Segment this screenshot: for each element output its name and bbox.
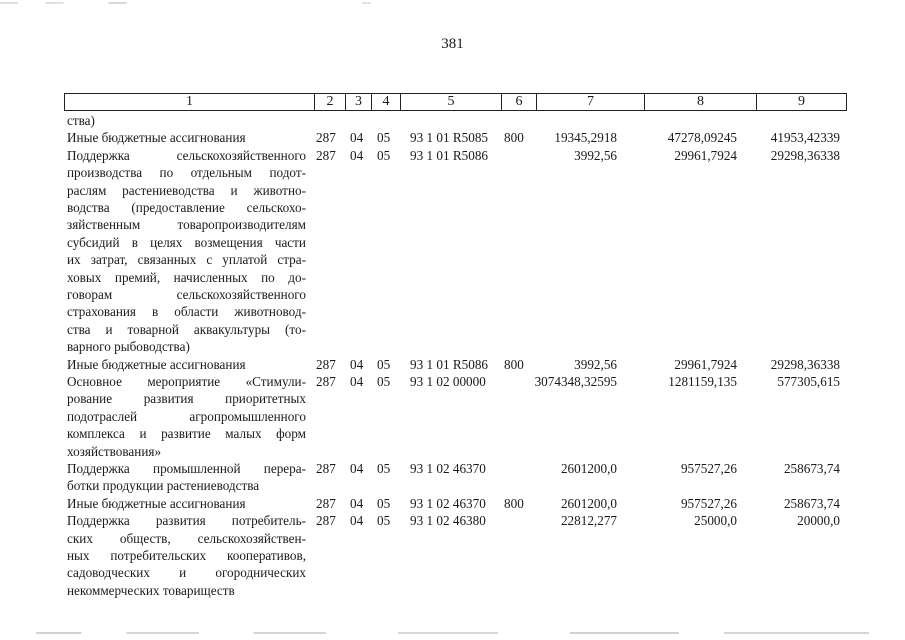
row-description: [67, 512, 306, 599]
header-col-6: 6: [501, 94, 536, 110]
cell-c2: 287: [316, 147, 336, 163]
cell-c7: 19345,2918: [554, 130, 617, 146]
cell-c9: 258673,74: [783, 495, 840, 511]
description-line: варного рыбоводства): [67, 339, 190, 355]
cell-c2: 287: [316, 130, 336, 146]
cell-c4: 05: [377, 513, 391, 529]
description-line: зяйственным товаропроизводителям: [67, 217, 306, 233]
cell-c7: 3992,56: [574, 356, 617, 372]
cell-c7: 2601200,0: [560, 495, 617, 511]
cell-c5: 93 1 01 R5086: [410, 147, 489, 163]
description-line: ства и товарной аквакультуры (то-: [67, 321, 306, 337]
description-line: Основное мероприятие «Стимули-: [67, 374, 306, 389]
cell-c5: 93 1 02 46370: [410, 495, 486, 511]
description-line: говорам сельскохозяйственного: [67, 286, 306, 302]
description-line: водства (предоставление сельскохо-: [67, 199, 306, 215]
description-line: Поддержка сельскохозяйственного: [67, 147, 306, 163]
cell-c4: 05: [377, 374, 391, 389]
cell-c8: 25000,0: [694, 513, 737, 529]
cell-c9: 41953,42339: [770, 130, 840, 146]
description-line: рование развития приоритетных: [67, 391, 306, 407]
cell-c3: 04: [350, 130, 364, 146]
row-description: [67, 460, 306, 495]
description-line: ботки продукции растениеводства: [67, 478, 260, 494]
cell-c5: 93 1 02 46370: [410, 461, 486, 476]
cell-c8: 957527,26: [680, 461, 737, 476]
description-line: ских обществ, сельскохозяйствен-: [67, 530, 306, 546]
table-header-row: [64, 93, 847, 111]
description-line: некоммерческих товариществ: [67, 582, 235, 598]
row-description: [67, 495, 306, 512]
description-line: Иные бюджетные ассигнования: [67, 495, 246, 511]
description-line: подотраслей агропромышленного: [67, 408, 306, 424]
cell-c3: 04: [350, 461, 364, 476]
description-line: ховых премий, начисленных по до-: [67, 269, 306, 285]
header-col-7: 7: [536, 94, 644, 110]
header-col-1: 1: [186, 94, 193, 109]
cell-c4: 05: [377, 356, 391, 372]
cell-c7: 3074348,32595: [534, 374, 617, 389]
description-line: производства по отдельным подот-: [67, 165, 306, 181]
cell-c2: 287: [316, 513, 336, 529]
cell-c5: 93 1 01 R5085: [410, 130, 489, 146]
cell-c4: 05: [377, 130, 391, 146]
cell-c9: 258673,74: [783, 461, 840, 476]
cell-c8: 29961,7924: [674, 356, 737, 372]
description-line: ства): [67, 113, 95, 128]
cell-c7: 22812,277: [560, 513, 617, 529]
cell-c4: 05: [377, 461, 391, 476]
cell-c4: 05: [377, 147, 391, 163]
description-line: Иные бюджетные ассигнования: [67, 130, 246, 146]
header-col-5: 5: [400, 94, 501, 110]
cell-c7: 2601200,0: [560, 461, 617, 476]
cell-c8: 29961,7924: [674, 147, 737, 163]
cell-c8: 1281159,135: [668, 374, 737, 389]
description-line: Поддержка развития потребитель-: [67, 513, 306, 529]
cell-c6: 800: [504, 356, 524, 372]
cell-c4: 05: [377, 495, 391, 511]
cell-c3: 04: [350, 513, 364, 529]
cell-c9: 20000,0: [797, 513, 840, 529]
cell-c3: 04: [350, 495, 364, 511]
description-line: субсидий в целях возмещения части: [67, 234, 306, 250]
cell-c3: 04: [350, 147, 364, 163]
cell-c2: 287: [316, 356, 336, 372]
row-description: [67, 112, 306, 129]
row-description: [67, 356, 306, 373]
description-line: комплекса и развитие малых форм: [67, 426, 306, 442]
header-col-9: 9: [756, 94, 846, 110]
description-line: садоводческих и огороднических: [67, 565, 306, 581]
row-description: [67, 129, 306, 146]
cell-c8: 47278,09245: [667, 130, 737, 146]
cell-c2: 287: [316, 461, 336, 476]
cell-c3: 04: [350, 374, 364, 389]
description-line: хозяйствования»: [67, 443, 162, 459]
cell-c3: 04: [350, 356, 364, 372]
description-line: их затрат, связанных с уплатой стра-: [67, 252, 306, 268]
cell-c5: 93 1 02 00000: [410, 374, 486, 389]
cell-c7: 3992,56: [574, 147, 617, 163]
header-col-8: 8: [644, 94, 756, 110]
cell-c5: 93 1 02 46380: [410, 513, 486, 529]
header-col-4: 4: [371, 94, 400, 110]
description-line: ных потребительских кооперативов,: [67, 547, 306, 563]
row-description: [67, 147, 306, 356]
cell-c9: 577305,615: [777, 374, 840, 389]
row-description: [67, 373, 306, 460]
header-col-2: 2: [314, 94, 345, 110]
cell-c6: 800: [504, 495, 524, 511]
description-line: Иные бюджетные ассигнования: [67, 356, 246, 372]
header-col-3: 3: [345, 94, 371, 110]
cell-c8: 957527,26: [680, 495, 737, 511]
description-line: раслям растениеводства и животно-: [67, 182, 306, 198]
page-number: 381: [441, 36, 464, 52]
cell-c5: 93 1 01 R5086: [410, 356, 489, 372]
cell-c2: 287: [316, 374, 336, 389]
cell-c9: 29298,36338: [770, 147, 840, 163]
cell-c6: 800: [504, 130, 524, 146]
description-line: Поддержка промышленной перера-: [67, 461, 306, 476]
cell-c9: 29298,36338: [770, 356, 840, 372]
scan-edge-top: [0, 2, 905, 4]
scan-edge-bottom: [0, 632, 905, 634]
description-line: страхования в области животновод-: [67, 304, 306, 320]
cell-c2: 287: [316, 495, 336, 511]
